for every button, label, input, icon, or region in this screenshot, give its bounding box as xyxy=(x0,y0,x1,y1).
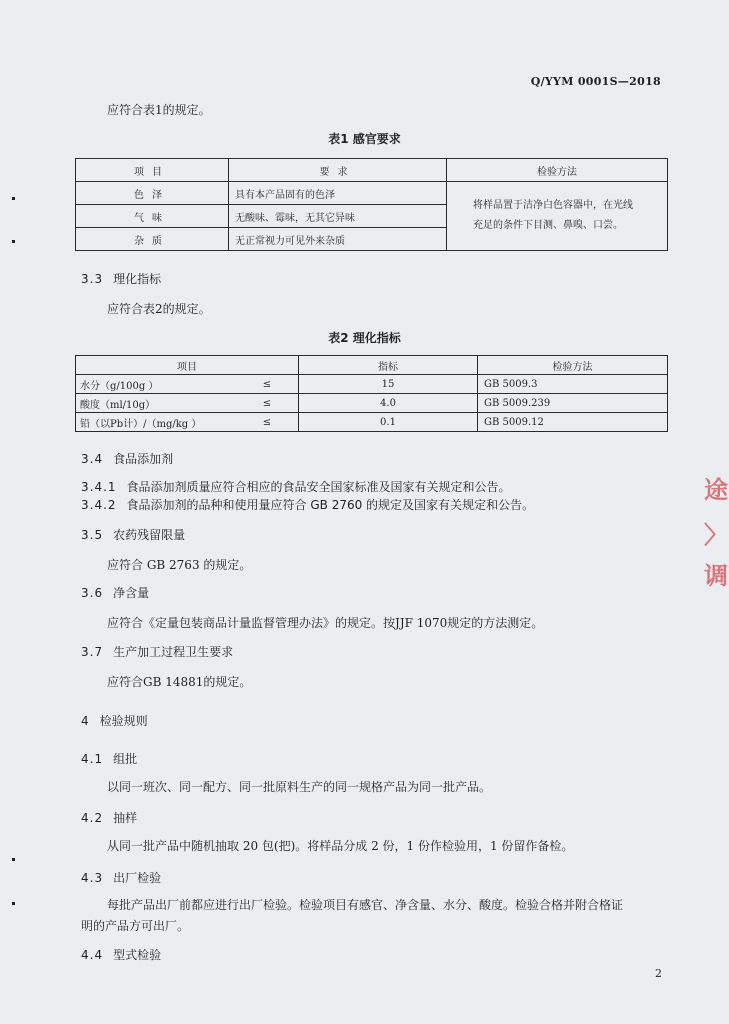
row-item: 水分（g/100g ） xyxy=(76,375,237,394)
section-number: 4.2 xyxy=(81,811,104,825)
section-3-5-body: 应符合 GB 2763 的规定。 xyxy=(107,558,252,572)
section-3-6 xyxy=(81,584,149,601)
header-method: 检验方法 xyxy=(447,159,668,182)
section-number: 3.4.2 xyxy=(81,498,117,512)
header-value: 指标 xyxy=(299,356,478,375)
row-item: 色泽 xyxy=(76,182,229,205)
section-number: 3.5 xyxy=(81,528,104,542)
row-requirement: 无正常视力可见外来杂质 xyxy=(229,228,447,251)
intro-line: 应符合表1的规定。 xyxy=(107,103,211,117)
section-number: 4.4 xyxy=(81,948,104,962)
section-title: 检验规则 xyxy=(99,714,148,728)
row-requirement: 无酸味、霉味，无其它异味 xyxy=(229,205,447,228)
row-value: 15 xyxy=(299,375,478,394)
section-4-3 xyxy=(81,869,161,886)
row-op: ≤ xyxy=(236,394,299,413)
section-4-3-body-line1: 每批产品出厂前都应进行出厂检验。检验项目有感官、净含量、水分、酸度。检验合格并附合格证 xyxy=(107,898,624,912)
row-item: 铅（以Pb计）/（mg/kg ） xyxy=(76,413,237,432)
table-header-row xyxy=(76,356,668,375)
section-number: 3.3 xyxy=(81,272,104,286)
doc-code: Q/YYM 0001S—2018 xyxy=(530,75,661,88)
row-op: ≤ xyxy=(236,375,299,394)
section-title: 抽样 xyxy=(113,811,138,825)
section-3-3-body: 应符合表2的规定。 xyxy=(107,302,211,316)
binder-dot xyxy=(12,858,15,861)
section-body: 食品添加剂质量应符合相应的食品安全国家标准及国家有关规定和公告。 xyxy=(126,480,511,494)
row-item: 气味 xyxy=(76,205,229,228)
section-4-2-body: 从同一批产品中随机抽取 20 包(把)。将样品分成 2 份，1 份作检验用，1 份留作备检。 xyxy=(107,839,574,853)
section-title: 生产加工过程卫生要求 xyxy=(113,645,234,659)
section-4-3-body-line2: 明的产品方可出厂。 xyxy=(81,919,190,933)
row-method: 将样品置于洁净白色容器中，在光线充足的条件下目测、鼻嗅、口尝。 xyxy=(447,182,668,251)
section-3-4-1 xyxy=(81,478,511,495)
section-3-6-body: 应符合《定量包装商品计量监督管理办法》的规定。按JJF 1070规定的方法测定。 xyxy=(107,616,544,630)
section-3-4 xyxy=(81,450,173,467)
table-row xyxy=(76,182,668,205)
row-value: 0.1 xyxy=(299,413,478,432)
table-header-row xyxy=(76,159,668,182)
section-4-1-body: 以同一班次、同一配方、同一批原料生产的同一规格产品为同一批产品。 xyxy=(107,780,492,794)
section-3-7-body: 应符合GB 14881的规定。 xyxy=(107,675,252,689)
table-row xyxy=(76,413,668,432)
section-title: 食品添加剂 xyxy=(113,452,174,466)
section-title: 理化指标 xyxy=(113,272,162,286)
row-op: ≤ xyxy=(236,413,299,432)
row-item: 杂质 xyxy=(76,228,229,251)
section-title: 净含量 xyxy=(113,586,150,600)
physicochemical-table xyxy=(75,355,668,432)
section-number: 3.4.1 xyxy=(81,480,117,494)
row-method: GB 5009.3 xyxy=(478,375,668,394)
sensory-table xyxy=(75,158,668,251)
section-number: 3.6 xyxy=(81,586,104,600)
section-number: 3.4 xyxy=(81,452,104,466)
row-method: GB 5009.12 xyxy=(478,413,668,432)
section-number: 4 xyxy=(81,714,90,728)
binder-dot xyxy=(12,902,15,905)
section-title: 组批 xyxy=(113,752,138,766)
row-method: GB 5009.239 xyxy=(478,394,668,413)
seal-fragment: 调 xyxy=(704,562,728,590)
section-title: 型式检验 xyxy=(113,948,162,962)
binder-dot xyxy=(12,240,15,243)
page-number: 2 xyxy=(655,967,662,980)
binder-dot xyxy=(12,197,15,200)
table-row xyxy=(76,394,668,413)
header-item: 项目 xyxy=(76,159,229,182)
header-requirement: 要求 xyxy=(229,159,447,182)
section-4 xyxy=(81,712,148,729)
section-number: 4.3 xyxy=(81,871,104,885)
section-4-2 xyxy=(81,809,137,826)
row-item: 酸度（ml/10g） xyxy=(76,394,237,413)
section-3-4-2 xyxy=(81,496,534,513)
header-method: 检验方法 xyxy=(478,356,668,375)
table2-caption: 表2 理化指标 xyxy=(328,331,401,345)
section-number: 3.7 xyxy=(81,645,104,659)
row-requirement: 具有本产品固有的色泽 xyxy=(229,182,447,205)
seal-fragment: 〉 xyxy=(704,521,728,549)
seal-fragment: 途 xyxy=(704,476,728,504)
section-4-1 xyxy=(81,750,137,767)
section-3-5 xyxy=(81,526,185,543)
table1-caption: 表1 感官要求 xyxy=(328,132,401,146)
section-4-4 xyxy=(81,946,161,963)
header-item: 项目 xyxy=(76,356,299,375)
section-number: 4.1 xyxy=(81,752,104,766)
table-row xyxy=(76,375,668,394)
section-3-7 xyxy=(81,643,233,660)
row-value: 4.0 xyxy=(299,394,478,413)
section-3-3 xyxy=(81,270,161,287)
section-body: 食品添加剂的品种和使用量应符合 GB 2760 的规定及国家有关规定和公告。 xyxy=(126,498,535,512)
section-title: 出厂检验 xyxy=(113,871,162,885)
section-title: 农药残留限量 xyxy=(113,528,186,542)
